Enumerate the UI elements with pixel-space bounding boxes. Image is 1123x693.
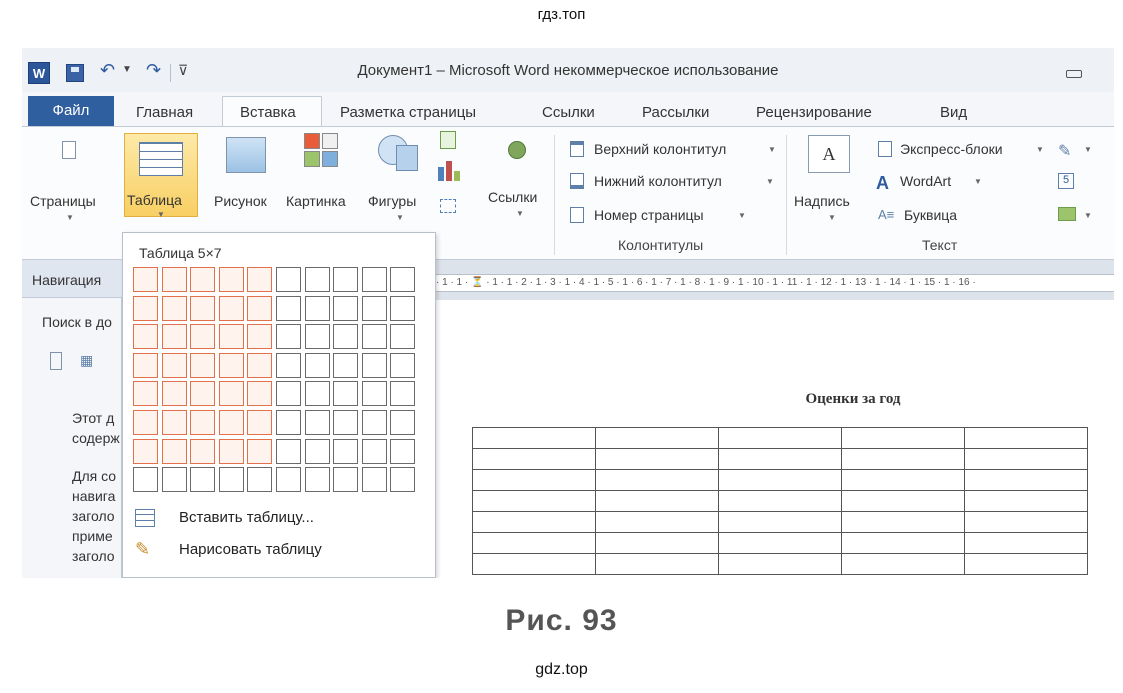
- shapes-dropdown-icon[interactable]: ▼: [396, 213, 404, 222]
- grid-cell[interactable]: [362, 467, 387, 492]
- wordart-button[interactable]: WordArt: [900, 173, 952, 189]
- grid-cell[interactable]: [219, 296, 244, 321]
- table-cell[interactable]: [596, 470, 719, 491]
- grid-cell[interactable]: [305, 410, 330, 435]
- grid-cell[interactable]: [390, 410, 415, 435]
- picture-button[interactable]: Рисунок: [214, 193, 267, 209]
- document-heading: Оценки за год: [805, 391, 901, 407]
- table-size-label: Таблица 5×7: [139, 245, 222, 261]
- grid-cell[interactable]: [362, 353, 387, 378]
- group-label-text: Текст: [922, 237, 958, 253]
- nav-hint-line: заголо: [72, 548, 115, 564]
- grid-cell[interactable]: [190, 467, 215, 492]
- wordart-dropdown-icon[interactable]: ▼: [974, 177, 982, 186]
- table-cell[interactable]: [842, 449, 965, 470]
- table-cell[interactable]: [965, 512, 1088, 533]
- word-app-icon[interactable]: W: [28, 62, 50, 84]
- grid-cell[interactable]: [247, 381, 272, 406]
- grid-cell[interactable]: [219, 381, 244, 406]
- page-number-button[interactable]: Номер страницы: [594, 207, 704, 223]
- table-cell[interactable]: [473, 512, 596, 533]
- footer-icon[interactable]: [570, 173, 584, 189]
- redo-icon[interactable]: ↷: [146, 60, 162, 80]
- grid-cell[interactable]: [305, 324, 330, 349]
- footer-button[interactable]: Нижний колонтитул: [594, 173, 722, 189]
- grid-cell[interactable]: [333, 381, 358, 406]
- nav-header: [22, 260, 122, 298]
- clipart-icon-4: [322, 151, 338, 167]
- insert-table-icon: [135, 509, 155, 527]
- tab-page-layout[interactable]: Разметка страницы: [340, 104, 477, 121]
- nav-hint-line: содерж: [72, 430, 120, 446]
- grid-cell[interactable]: [305, 439, 330, 464]
- table-cell[interactable]: [842, 512, 965, 533]
- grid-cell[interactable]: [333, 296, 358, 321]
- table-cell[interactable]: [596, 512, 719, 533]
- table-cell[interactable]: [842, 428, 965, 449]
- grid-cell[interactable]: [247, 267, 272, 292]
- grid-cell[interactable]: [219, 467, 244, 492]
- grid-cell[interactable]: [190, 324, 215, 349]
- grid-cell[interactable]: [362, 324, 387, 349]
- table-cell[interactable]: [596, 533, 719, 554]
- chart-icon-bar-2: [454, 171, 460, 181]
- group-separator-2: [786, 135, 787, 255]
- table-cell[interactable]: [965, 533, 1088, 554]
- page-number-dropdown-icon[interactable]: ▼: [738, 211, 746, 220]
- table-row: [473, 512, 1088, 533]
- grid-cell[interactable]: [276, 324, 301, 349]
- table-row: [473, 470, 1088, 491]
- table-cell[interactable]: [596, 449, 719, 470]
- grid-cell[interactable]: [133, 353, 158, 378]
- grid-cell[interactable]: [247, 296, 272, 321]
- minimize-button[interactable]: [1066, 70, 1082, 78]
- group-label-headers-footers: Колонтитулы: [618, 237, 704, 253]
- grid-cell[interactable]: [219, 353, 244, 378]
- undo-dropdown-icon[interactable]: ▼: [122, 64, 132, 75]
- table-cell[interactable]: [965, 491, 1088, 512]
- chart-icon-bar: [446, 161, 452, 181]
- nav-hint-line: приме: [72, 528, 113, 544]
- object-dropdown-icon[interactable]: ▼: [1084, 211, 1092, 220]
- grid-cell[interactable]: [305, 467, 330, 492]
- nav-hint-line: Для со: [72, 468, 117, 484]
- table-dropdown-icon: ▼: [157, 210, 165, 219]
- grid-cell[interactable]: [162, 467, 187, 492]
- grid-cell[interactable]: [276, 267, 301, 292]
- header-dropdown-icon[interactable]: ▼: [768, 145, 776, 154]
- grid-cell[interactable]: [162, 381, 187, 406]
- table-button[interactable]: [124, 133, 198, 217]
- grid-cell[interactable]: [190, 353, 215, 378]
- grid-cell[interactable]: [333, 410, 358, 435]
- grid-cell[interactable]: [362, 296, 387, 321]
- links-button[interactable]: Ссылки: [488, 189, 538, 205]
- navigation-pane: [22, 260, 122, 578]
- table-cell[interactable]: [719, 512, 842, 533]
- textbox-dropdown-icon[interactable]: ▼: [828, 213, 836, 222]
- insert-table-menu-item[interactable]: Вставить таблицу...: [179, 509, 314, 526]
- quick-parts-dropdown-icon[interactable]: ▼: [1036, 145, 1044, 154]
- shapes-button[interactable]: Фигуры: [368, 193, 417, 209]
- grid-cell[interactable]: [362, 267, 387, 292]
- tab-file[interactable]: Файл: [28, 96, 114, 126]
- grid-cell[interactable]: [333, 439, 358, 464]
- nav-search-input[interactable]: Поиск в до: [42, 314, 112, 330]
- table-cell[interactable]: [473, 554, 596, 575]
- table-dropdown: [122, 232, 436, 578]
- top-caption: гдз.топ: [537, 6, 586, 23]
- bottom-caption: gdz.top: [535, 661, 588, 678]
- table-cell[interactable]: [473, 491, 596, 512]
- object-icon[interactable]: [1058, 207, 1076, 221]
- picture-icon[interactable]: [226, 137, 266, 173]
- grid-cell[interactable]: [305, 267, 330, 292]
- grid-cell[interactable]: [305, 296, 330, 321]
- table-row: [473, 533, 1088, 554]
- grid-cell[interactable]: [362, 410, 387, 435]
- grid-cell[interactable]: [247, 467, 272, 492]
- dropcap-button[interactable]: Буквица: [904, 207, 958, 223]
- grid-cell[interactable]: [190, 267, 215, 292]
- table-cell[interactable]: [719, 491, 842, 512]
- grid-cell[interactable]: [305, 381, 330, 406]
- grid-cell[interactable]: [190, 439, 215, 464]
- grid-cell[interactable]: [219, 324, 244, 349]
- table-cell[interactable]: [473, 533, 596, 554]
- grid-cell[interactable]: [133, 296, 158, 321]
- draw-table-menu-item[interactable]: Нарисовать таблицу: [179, 541, 322, 558]
- grid-cell[interactable]: [162, 324, 187, 349]
- nav-pages-icon[interactable]: ▦: [80, 352, 94, 368]
- group-separator: [554, 135, 555, 255]
- grid-cell[interactable]: [305, 353, 330, 378]
- links-icon[interactable]: [508, 141, 526, 159]
- table-cell[interactable]: [473, 449, 596, 470]
- grid-cell[interactable]: [219, 267, 244, 292]
- draw-table-icon: ✎: [135, 539, 151, 559]
- pages-dropdown-icon[interactable]: ▼: [66, 213, 74, 222]
- table-cell[interactable]: [965, 470, 1088, 491]
- grid-cell[interactable]: [276, 353, 301, 378]
- table-row: [473, 428, 1088, 449]
- grid-cell[interactable]: [390, 267, 415, 292]
- grid-cell[interactable]: [362, 381, 387, 406]
- chart-icon[interactable]: [438, 167, 444, 181]
- grid-cell[interactable]: [247, 324, 272, 349]
- grid-cell[interactable]: [190, 410, 215, 435]
- page-number-icon[interactable]: [570, 207, 584, 223]
- ribbon-tabs: [22, 92, 1114, 126]
- tab-view[interactable]: Вид: [940, 104, 968, 121]
- clipart-icon[interactable]: [304, 133, 320, 149]
- grid-cell[interactable]: [333, 467, 358, 492]
- table-cell[interactable]: [842, 554, 965, 575]
- signature-dropdown-icon[interactable]: ▼: [1084, 145, 1092, 154]
- nav-headings-icon[interactable]: [50, 352, 62, 370]
- table-button-label: Таблица: [127, 192, 182, 208]
- tab-home[interactable]: Главная: [136, 104, 194, 121]
- table-cell[interactable]: [473, 428, 596, 449]
- textbox-icon[interactable]: A: [808, 135, 850, 173]
- table-cell[interactable]: [719, 449, 842, 470]
- clipart-icon-3: [304, 151, 320, 167]
- table-cell[interactable]: [842, 470, 965, 491]
- screenshot-icon[interactable]: [440, 199, 456, 213]
- ruler-strip: · 1 · 1 · ⏳ · 1 · 1 · 2 · 1 · 3 · 1 · 4 · 1 · 5 · 1 · 6 · 1 · 7 · 1 · 8 · 1 · 9 · 1 · 10 · 1 · 11 · 1 · 12 · 1 · 13 · 1 · 14 · 1 · 15 · 1 · 16 ·: [436, 274, 1114, 292]
- smartart-icon[interactable]: [440, 131, 456, 149]
- pages-button[interactable]: Страницы: [30, 193, 96, 209]
- grid-cell[interactable]: [247, 439, 272, 464]
- table-cell[interactable]: [965, 428, 1088, 449]
- horizontal-ruler[interactable]: [436, 260, 1114, 300]
- grid-cell[interactable]: [162, 296, 187, 321]
- grid-cell[interactable]: [219, 410, 244, 435]
- table-icon: [139, 142, 183, 176]
- tab-insert[interactable]: Вставка: [240, 104, 296, 121]
- grid-cell[interactable]: [219, 439, 244, 464]
- footer-dropdown-icon[interactable]: ▼: [766, 177, 774, 186]
- grid-cell[interactable]: [133, 439, 158, 464]
- dropcap-icon[interactable]: A≡: [878, 207, 895, 222]
- table-cell[interactable]: [719, 554, 842, 575]
- wordart-icon[interactable]: A: [876, 173, 889, 193]
- grid-cell[interactable]: [390, 439, 415, 464]
- table-cell[interactable]: [842, 491, 965, 512]
- header-icon[interactable]: [570, 141, 584, 157]
- nav-hint-line: навига: [72, 488, 116, 504]
- grid-cell[interactable]: [390, 324, 415, 349]
- table-cell[interactable]: [473, 470, 596, 491]
- links-dropdown-icon[interactable]: ▼: [516, 209, 524, 218]
- signature-line-icon[interactable]: ✎: [1058, 143, 1072, 160]
- table-cell[interactable]: [719, 428, 842, 449]
- nav-hint-line: заголо: [72, 508, 115, 524]
- tab-review[interactable]: Рецензирование: [756, 104, 872, 121]
- clipart-icon-2: [322, 133, 338, 149]
- grid-cell[interactable]: [276, 296, 301, 321]
- shapes-icon-square: [396, 145, 418, 171]
- quick-parts-button[interactable]: Экспресс-блоки: [900, 141, 1003, 157]
- grid-cell[interactable]: [162, 410, 187, 435]
- table-cell[interactable]: [596, 428, 719, 449]
- table-row: [473, 449, 1088, 470]
- header-button[interactable]: Верхний колонтитул: [594, 141, 727, 157]
- grid-cell[interactable]: [333, 324, 358, 349]
- pages-icon[interactable]: [62, 141, 76, 159]
- grid-cell[interactable]: [133, 381, 158, 406]
- grid-cell[interactable]: [162, 267, 187, 292]
- grid-cell[interactable]: [162, 439, 187, 464]
- quick-parts-icon[interactable]: [878, 141, 892, 157]
- window-title: Документ1 – Microsoft Word некоммерческое использование: [357, 62, 779, 79]
- grid-cell[interactable]: [247, 410, 272, 435]
- grid-cell[interactable]: [276, 410, 301, 435]
- grid-cell[interactable]: [276, 381, 301, 406]
- grid-cell[interactable]: [390, 296, 415, 321]
- grid-cell[interactable]: [133, 410, 158, 435]
- table-cell[interactable]: [965, 449, 1088, 470]
- title-bar: [22, 48, 1114, 92]
- grid-cell[interactable]: [390, 381, 415, 406]
- nav-title: Навигация: [32, 272, 102, 288]
- grid-cell[interactable]: [247, 353, 272, 378]
- grid-cell[interactable]: [390, 353, 415, 378]
- table-cell[interactable]: [719, 533, 842, 554]
- tab-mailings[interactable]: Рассылки: [642, 104, 710, 121]
- table-cell[interactable]: [596, 554, 719, 575]
- figure-caption: Рис. 93: [505, 604, 618, 637]
- grid-cell[interactable]: [362, 439, 387, 464]
- grid-cell[interactable]: [333, 353, 358, 378]
- undo-icon[interactable]: ↶: [100, 60, 116, 80]
- grid-cell[interactable]: [276, 439, 301, 464]
- grid-cell[interactable]: [276, 467, 301, 492]
- table-cell[interactable]: [965, 554, 1088, 575]
- grid-cell[interactable]: [133, 267, 158, 292]
- customize-qat-icon[interactable]: ⊽: [178, 62, 189, 78]
- table-cell[interactable]: [719, 470, 842, 491]
- grid-cell[interactable]: [390, 467, 415, 492]
- grid-cell[interactable]: [162, 353, 187, 378]
- grid-cell[interactable]: [190, 381, 215, 406]
- clipart-button[interactable]: Картинка: [286, 193, 346, 209]
- grid-cell[interactable]: [133, 467, 158, 492]
- nav-hint-line: Этот д: [72, 410, 115, 426]
- grid-cell[interactable]: [133, 324, 158, 349]
- tab-references[interactable]: Ссылки: [542, 104, 595, 121]
- table-row: [473, 491, 1088, 512]
- table-cell[interactable]: [596, 491, 719, 512]
- date-time-icon[interactable]: 5: [1058, 173, 1074, 189]
- table-size-grid[interactable]: [133, 267, 417, 497]
- table-cell[interactable]: [842, 533, 965, 554]
- table-row: [473, 554, 1088, 575]
- textbox-button[interactable]: Надпись: [794, 193, 850, 209]
- grid-cell[interactable]: [333, 267, 358, 292]
- document-table[interactable]: [472, 427, 1088, 575]
- grid-cell[interactable]: [190, 296, 215, 321]
